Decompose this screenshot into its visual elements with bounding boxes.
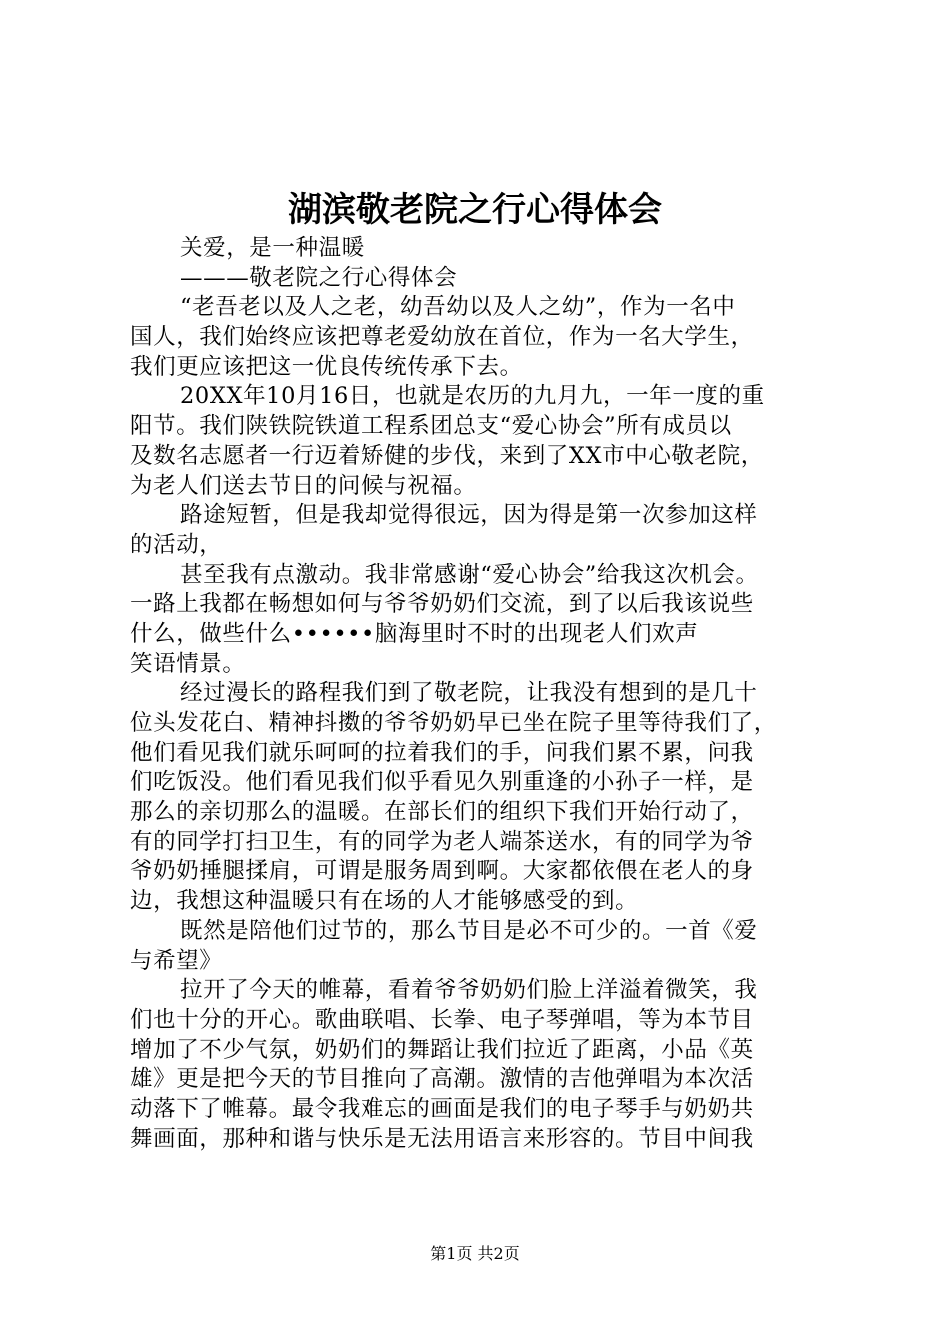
text-line: 20XX年10月16日，也就是农历的九月九，一年一度的重 xyxy=(180,383,765,410)
text-line: 关爱，是一种温暖 xyxy=(180,235,365,261)
text-line: 一路上我都在畅想如何与爷爷奶奶们交流，到了以后我该说些 xyxy=(130,591,754,618)
text-line: 们吃饭没。他们看见我们似乎看见久别重逢的小孙子一样，是 xyxy=(130,769,754,796)
text-line: 笑语情景。 xyxy=(130,650,246,677)
text-line: ———敬老院之行心得体会 xyxy=(180,264,458,291)
text-line: 与希望》 xyxy=(130,947,223,974)
page-title: 湖滨敬老院之行心得体会 xyxy=(288,190,662,230)
text-line: 们也十分的开心。歌曲联唱、长拳、电子琴弹唱，等为本节目 xyxy=(130,1006,754,1033)
text-line: 增加了不少气氛，奶奶们的舞蹈让我们拉近了距离，小品《英 xyxy=(130,1036,754,1063)
text-line: 什么，做些什么••••••脑海里时不时的出现老人们欢声 xyxy=(130,620,699,647)
text-line: 他们看见我们就乐呵呵的拉着我们的手，问我们累不累，问我 xyxy=(130,739,754,766)
text-line: 那么的亲切那么的温暖。在部长们的组织下我们开始行动了， xyxy=(130,799,754,826)
page-footer: 第1页 共2页 xyxy=(430,1244,520,1263)
text-line: 既然是陪他们过节的，那么节目是必不可少的。一首《爱 xyxy=(180,917,758,944)
text-line: 位头发花白、精神抖擞的爷爷奶奶早已坐在院子里等待我们了， xyxy=(130,710,777,736)
text-line: 阳节。我们陕铁院铁道工程系团总支“爱心协会”所有成员以 xyxy=(130,413,732,440)
document-body xyxy=(130,234,830,1154)
text-line: “老吾老以及人之老，幼吾幼以及人之幼”，作为一名中 xyxy=(180,294,736,321)
text-line: 为老人们送去节日的问候与祝福。 xyxy=(130,472,477,499)
text-line: 经过漫长的路程我们到了敬老院，让我没有想到的是几十 xyxy=(180,680,758,707)
text-line: 边，我想这种温暖只有在场的人才能够感受的到。 xyxy=(130,888,639,915)
text-line: 路途短暂，但是我却觉得很远，因为得是第一次参加这样 xyxy=(180,502,758,529)
text-line: 国人，我们始终应该把尊老爱幼放在首位，作为一名大学生， xyxy=(130,324,754,351)
text-line: 爷奶奶捶腿揉肩，可谓是服务周到啊。大家都依偎在老人的身 xyxy=(130,858,754,885)
text-line: 动落下了帷幕。最令我难忘的画面是我们的电子琴手与奶奶共 xyxy=(130,1095,754,1122)
text-line: 拉开了今天的帷幕，看着爷爷奶奶们脸上洋溢着微笑，我 xyxy=(180,977,758,1004)
text-line: 的活动， xyxy=(130,531,223,558)
text-line: 雄》更是把今天的节目推向了高潮。激情的吉他弹唱为本次活 xyxy=(130,1066,754,1093)
text-line: 及数名志愿者一行迈着矫健的步伐，来到了XX市中心敬老院， xyxy=(130,442,764,469)
text-line: 舞画面，那种和谐与快乐是无法用语言来形容的。节目中间我 xyxy=(130,1125,754,1152)
text-line: 我们更应该把这一优良传统传承下去。 xyxy=(130,353,523,380)
text-line: 甚至我有点激动。我非常感谢“爱心协会”给我这次机会。 xyxy=(180,561,759,588)
text-line: 有的同学打扫卫生，有的同学为老人端茶送水，有的同学为爷 xyxy=(130,828,754,855)
